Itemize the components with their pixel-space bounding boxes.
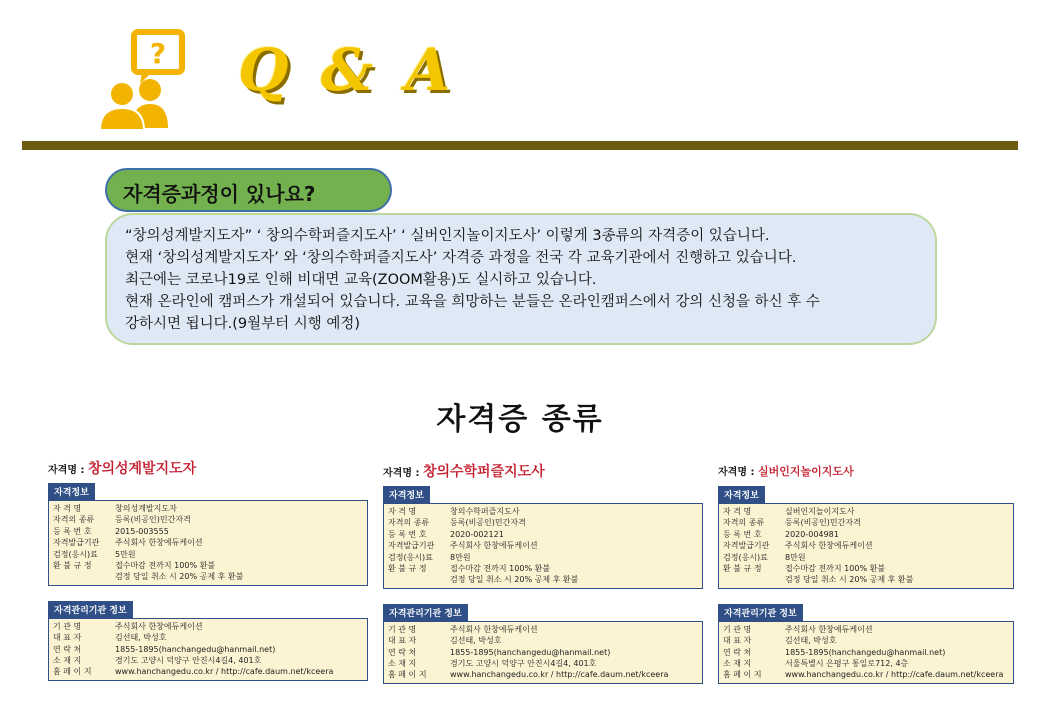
row-key: 대 표 자 <box>388 636 417 646</box>
table-row <box>723 635 1009 646</box>
people-question-icon <box>100 28 186 132</box>
cert-card <box>48 458 368 681</box>
row-key: 대 표 자 <box>723 636 752 646</box>
row-key: 환 불 규 정 <box>723 564 762 574</box>
table-row <box>388 624 698 635</box>
info-tab: 자격정보 <box>48 483 95 500</box>
row-value: 등록(비공인)민간자격 <box>785 518 861 528</box>
cert-card <box>383 461 703 684</box>
table-row <box>53 655 363 666</box>
table-row <box>388 658 698 669</box>
svg-text:?: ? <box>149 37 167 70</box>
org-tab: 자격관리기관 정보 <box>383 604 468 621</box>
row-value: 서울특별시 은평구 통일로712, 4층 <box>785 659 909 669</box>
row-key: 기 관 명 <box>388 624 417 634</box>
table-row <box>53 549 363 560</box>
table-row <box>723 574 1009 585</box>
row-value: 김선태, 박성호 <box>450 636 502 646</box>
table-row <box>53 666 363 677</box>
info-table <box>718 503 1014 589</box>
cert-label: 자격명 : <box>718 467 755 478</box>
row-key: 홈 페 이 지 <box>388 670 427 680</box>
row-value: 5만원 <box>115 549 136 559</box>
row-key <box>53 571 115 582</box>
row-value: 등록(비공인)민간자격 <box>115 515 191 525</box>
table-row <box>53 526 363 537</box>
row-value: 검정 당일 취소 시 20% 공제 후 환불 <box>115 572 244 582</box>
row-value: www.hanchangedu.co.kr / http://cafe.daum.net/kceera <box>115 667 334 677</box>
org-tab: 자격관리기관 정보 <box>718 604 803 621</box>
row-key: 자 격 명 <box>388 507 417 516</box>
row-value: 1855-1895(hanchangedu@hanmail.net) <box>450 647 611 657</box>
info-table <box>383 503 703 589</box>
row-value: 창의수학퍼즐지도사 <box>450 507 520 516</box>
row-value: 1855-1895(hanchangedu@hanmail.net) <box>115 644 276 654</box>
cert-name: 실버인지놀이지도사 <box>757 465 854 478</box>
table-row <box>53 560 363 571</box>
table-row <box>53 621 363 632</box>
row-key: 대 표 자 <box>53 633 82 643</box>
table-row <box>388 506 698 517</box>
row-value: 김선태, 박성호 <box>115 633 167 643</box>
row-key: 검정(응시)료 <box>388 552 433 562</box>
table-row <box>723 540 1009 551</box>
row-key: 소 재 지 <box>723 659 752 669</box>
row-value: 주식회사 한창에듀케이션 <box>785 624 873 634</box>
cert-name: 창의성계발지도자 <box>87 461 197 477</box>
row-value: 창의성계발지도자 <box>115 504 177 513</box>
org-tab: 자격관리기관 정보 <box>48 601 133 618</box>
row-key: 기 관 명 <box>53 621 82 631</box>
table-row <box>723 647 1009 658</box>
table-row <box>388 574 698 585</box>
table-row <box>388 669 698 680</box>
row-key: 자 격 명 <box>53 504 82 513</box>
org-table <box>718 621 1014 684</box>
cert-label: 자격명 : <box>383 468 420 479</box>
table-row <box>723 658 1009 669</box>
row-key: 등 록 번 호 <box>53 526 92 536</box>
row-key: 홈 페 이 지 <box>723 670 762 680</box>
answer-line: 현재 ‘창의성계발지도자’ 와 ‘창의수학퍼즐지도사’ 자격증 과정을 전국 각 교육기관에서 진행하고 있습니다. <box>125 250 797 266</box>
row-key: 등 록 번 호 <box>723 529 762 539</box>
row-value: 8만원 <box>450 552 471 562</box>
answer-line: “창의성계발지도자” ‘ 창의수학퍼즐지도사’ ‘ 실버인지놀이지도사’ 이렇게 3종류의 자격증이 있습니다. <box>125 228 770 244</box>
table-row <box>388 635 698 646</box>
row-key: 기 관 명 <box>723 624 752 634</box>
row-key: 검정(응시)료 <box>723 552 768 562</box>
info-tab: 자격정보 <box>718 486 765 503</box>
row-key: 자격의 종류 <box>723 518 765 528</box>
table-row <box>53 503 363 514</box>
row-key: 검정(응시)료 <box>53 549 98 559</box>
answer-line: 현재 온라인에 캠퍼스가 개설되어 있습니다. 교육을 희망하는 분들은 온라인캠퍼스에서 강의 신청을 하신 후 수 <box>125 294 820 310</box>
row-value: 1855-1895(hanchangedu@hanmail.net) <box>785 647 946 657</box>
cert-label: 자격명 : <box>48 465 85 476</box>
cert-header <box>718 461 1014 483</box>
row-key <box>388 574 450 585</box>
table-row <box>388 529 698 540</box>
row-value: 실버인지놀이지도사 <box>785 507 855 516</box>
row-value: 주식회사 한창에듀케이션 <box>115 621 203 631</box>
table-row <box>723 552 1009 563</box>
row-value: 주식회사 한창에듀케이션 <box>450 541 538 551</box>
question-bubble: 자격증과정이 있나요? <box>105 168 392 212</box>
table-row <box>388 552 698 563</box>
table-row <box>723 529 1009 540</box>
table-row <box>723 563 1009 574</box>
row-key: 연 락 처 <box>388 647 417 657</box>
row-key: 자 격 명 <box>723 507 752 516</box>
answer-line: 강하시면 됩니다.(9월부터 시행 예정) <box>125 316 361 332</box>
row-value: 주식회사 한창에듀케이션 <box>785 541 873 551</box>
table-row <box>388 540 698 551</box>
row-key: 소 재 지 <box>53 656 82 666</box>
row-value: 접수마감 전까지 100% 환불 <box>115 561 216 571</box>
row-value: 주식회사 한창에듀케이션 <box>115 538 203 548</box>
table-row <box>388 563 698 574</box>
table-row <box>388 647 698 658</box>
table-row <box>723 517 1009 528</box>
row-value: 김선태, 박성호 <box>785 636 837 646</box>
table-row <box>53 632 363 643</box>
header-divider <box>22 141 1018 150</box>
answer-line: 최근에는 코로나19로 인해 비대면 교육(ZOOM활용)도 실시하고 있습니다. <box>125 272 597 288</box>
row-value: www.hanchangedu.co.kr / http://cafe.daum.net/kceera <box>450 670 669 680</box>
row-key: 자격발급기관 <box>53 538 100 548</box>
info-tab: 자격정보 <box>383 486 430 503</box>
row-value: 접수마감 전까지 100% 환불 <box>450 564 551 574</box>
row-value: 2015-003555 <box>115 526 169 536</box>
table-row <box>53 644 363 655</box>
row-value: 검정 당일 취소 시 20% 공제 후 환불 <box>785 575 914 585</box>
table-row <box>723 506 1009 517</box>
row-key: 자격의 종류 <box>53 515 95 525</box>
table-row <box>388 517 698 528</box>
row-key: 홈 페 이 지 <box>53 667 92 677</box>
row-key <box>723 574 785 585</box>
org-table <box>48 618 368 681</box>
answer-box <box>105 213 937 345</box>
row-key: 연 락 처 <box>723 647 752 657</box>
org-table <box>383 621 703 684</box>
section-title: 자격증 종류 <box>436 402 604 437</box>
row-key: 자격의 종류 <box>388 518 430 528</box>
table-row <box>723 669 1009 680</box>
row-value: 경기도 고양시 덕양구 안진시4길4, 401호 <box>115 656 262 666</box>
table-row <box>53 571 363 582</box>
row-key: 자격발급기관 <box>388 541 435 551</box>
cert-name: 창의수학퍼즐지도사 <box>422 464 545 480</box>
row-key: 환 불 규 정 <box>388 564 427 574</box>
table-row <box>723 624 1009 635</box>
row-value: 경기도 고양시 덕양구 안진시4길4, 401호 <box>450 659 597 669</box>
row-value: 등록(비공인)민간자격 <box>450 518 526 528</box>
row-value: 주식회사 한창에듀케이션 <box>450 624 538 634</box>
table-row <box>53 514 363 525</box>
row-key: 등 록 번 호 <box>388 529 427 539</box>
row-key: 자격발급기관 <box>723 541 770 551</box>
cert-header <box>383 461 703 483</box>
row-value: 접수마감 전까지 100% 환불 <box>785 564 886 574</box>
row-value: 2020-004981 <box>785 529 839 539</box>
table-row <box>53 537 363 548</box>
row-value: 8만원 <box>785 552 806 562</box>
row-key: 연 락 처 <box>53 644 82 654</box>
row-key: 환 불 규 정 <box>53 561 92 571</box>
cert-header <box>48 458 368 480</box>
cert-card <box>718 461 1014 684</box>
info-table <box>48 500 368 586</box>
row-key: 소 재 지 <box>388 659 417 669</box>
row-value: www.hanchangedu.co.kr / http://cafe.daum.net/kceera <box>785 670 1004 680</box>
page-title: Q & A <box>238 36 457 104</box>
row-value: 검정 당일 취소 시 20% 공제 후 환불 <box>450 575 579 585</box>
row-value: 2020-002121 <box>450 529 504 539</box>
